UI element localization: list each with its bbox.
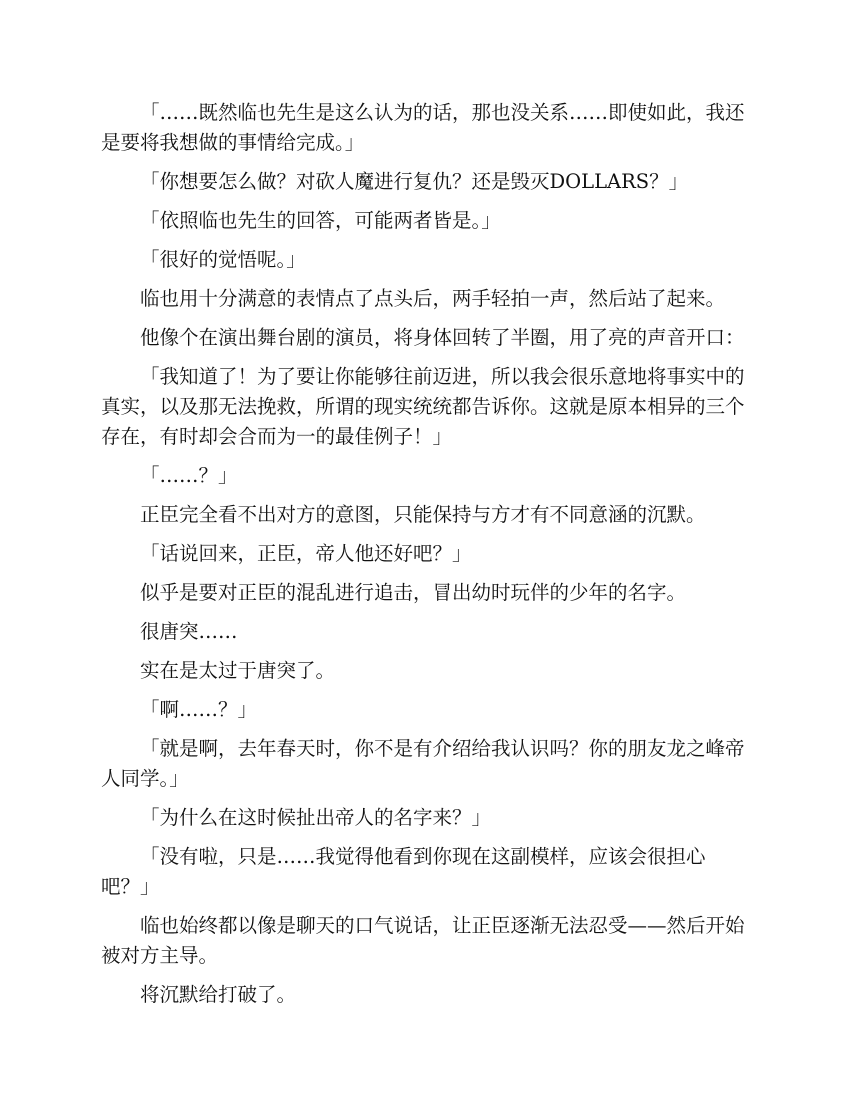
paragraph: 「很好的觉悟呢。」 (140, 248, 306, 271)
paragraph: 「啊……？」 (140, 698, 258, 721)
paragraph: 临也用十分满意的表情点了点头后，两手轻拍一声，然后站了起来。 (140, 287, 726, 310)
paragraph: 「没有啦，只是……我觉得他看到你现在这副模样，应该会很担心吧？」 (101, 845, 706, 898)
paragraph: 正臣完全看不出对方的意图，只能保持与方才有不同意涵的沉默。 (140, 503, 706, 526)
document-page (101, 98, 749, 1019)
paragraph: 临也始终都以像是聊天的口气说话，让正臣逐渐无法忍受——然后开始被对方主导。 (101, 914, 745, 967)
paragraph: 「……？」 (140, 464, 238, 487)
paragraph: 「依照临也先生的回答，可能两者皆是。」 (140, 209, 501, 232)
paragraph: 「你想要怎么做？对砍人魔进行复仇？还是毁灭DOLLARS？」 (140, 170, 689, 193)
paragraph: 「……既然临也先生是这么认为的话，那也没关系……即使如此，我还是要将我想做的事情给完成。」 (101, 101, 745, 154)
paragraph: 「就是啊，去年春天时，你不是有介绍给我认识吗？你的朋友龙之峰帝人同学。」 (101, 737, 745, 790)
paragraph: 「为什么在这时候扯出帝人的名字来？」 (140, 806, 492, 829)
paragraph: 他像个在演出舞台剧的演员，将身体回转了半圈，用了亮的声音开口： (140, 326, 745, 349)
paragraph: 「话说回来，正臣，帝人他还好吧？」 (140, 542, 472, 565)
paragraph: 很唐突…… (140, 620, 238, 643)
paragraph: 将沉默给打破了。 (140, 983, 297, 1006)
paragraph: 实在是太过于唐突了。 (140, 659, 336, 682)
paragraph: 「我知道了！为了要让你能够往前迈进，所以我会很乐意地将事实中的真实，以及那无法挽救，所谓的现实统统都告诉你。这就是原本相异的三个存在，有时却会合而为一的最佳例子！」 (101, 365, 745, 448)
paragraph: 似乎是要对正臣的混乱进行追击，冒出幼时玩伴的少年的名字。 (140, 581, 687, 604)
